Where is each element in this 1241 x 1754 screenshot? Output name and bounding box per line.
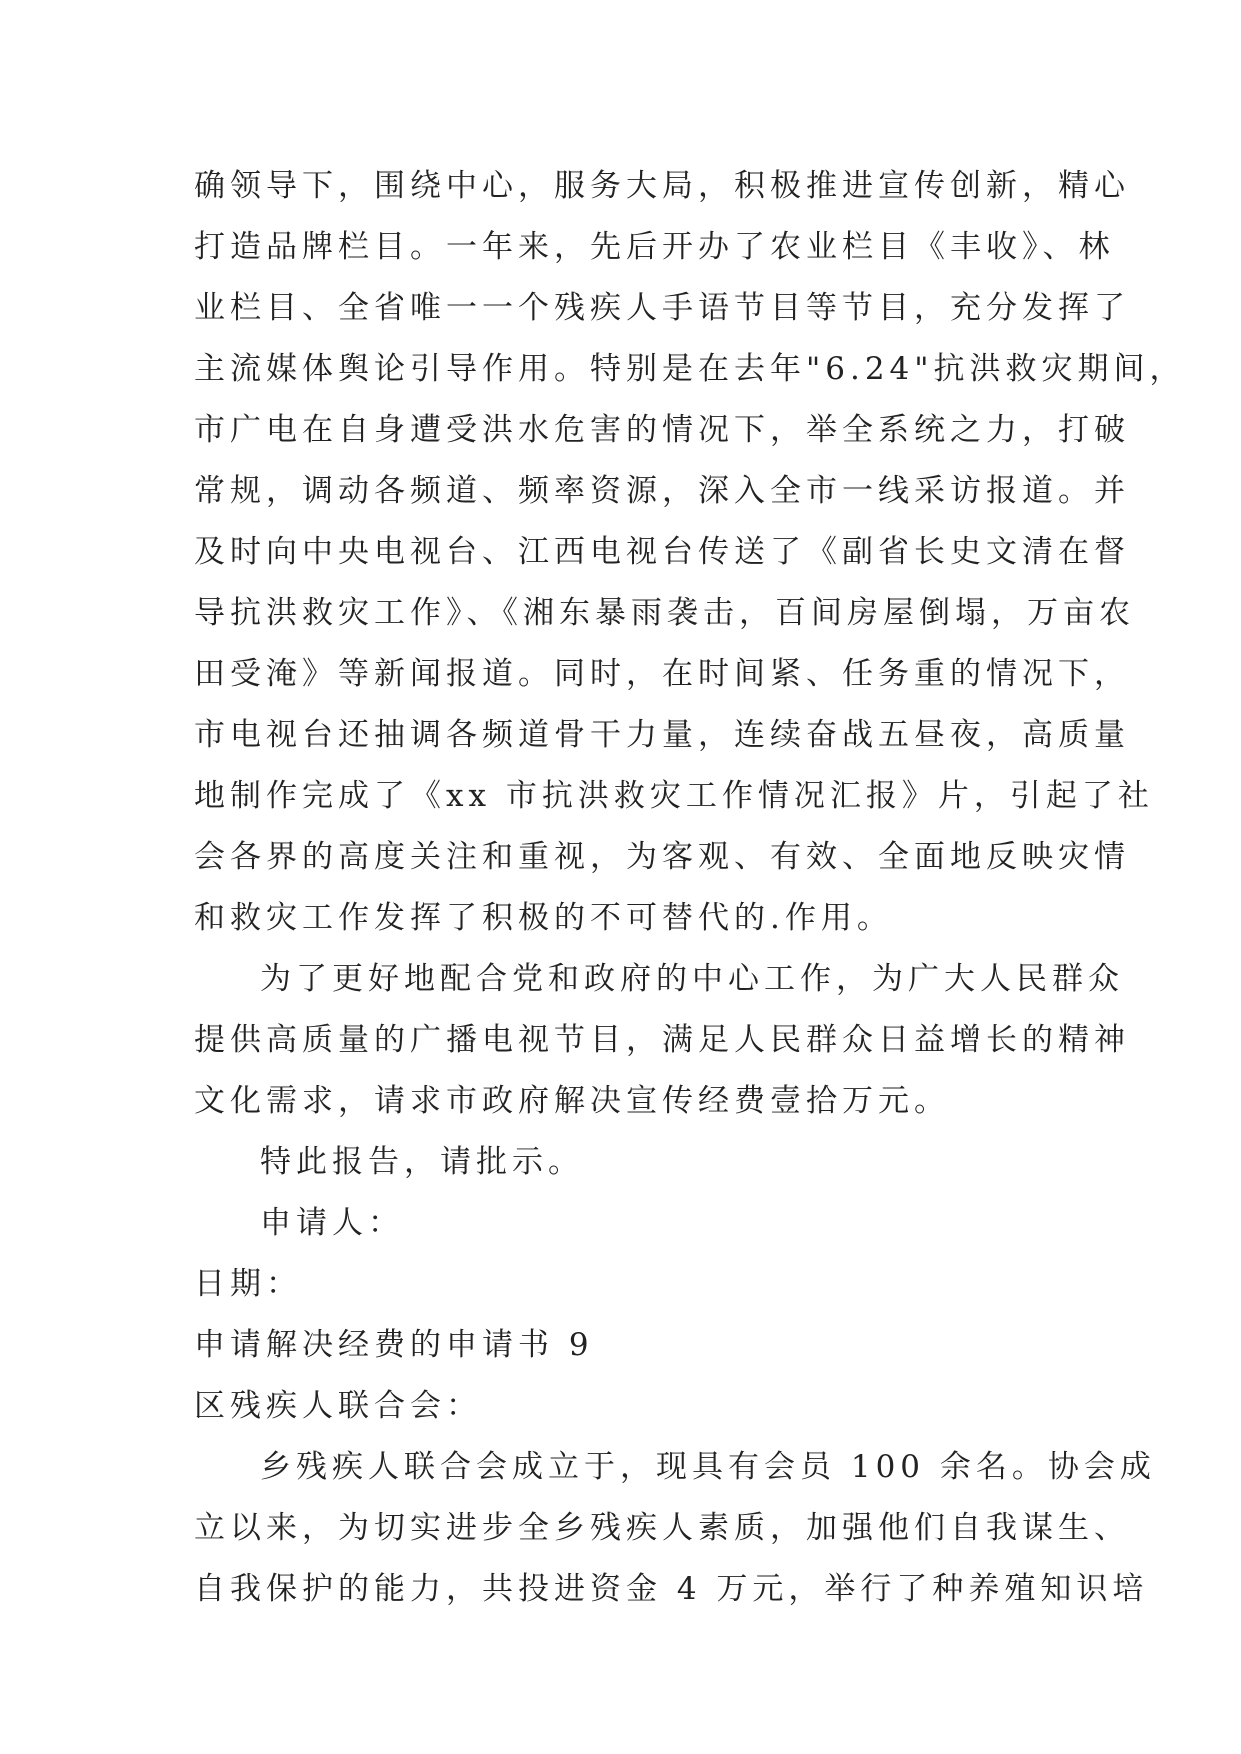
text-line: 打造品牌栏目。一年来，先后开办了农业栏目《丰收》、林: [194, 229, 1115, 265]
text-line: 主流媒体舆论引导作用。特别是在去年"6.24"抗洪救灾期间，: [194, 351, 1186, 387]
paragraph-start-line: 为了更好地配合党和政府的中心工作，为广大人民群众: [260, 961, 1124, 997]
section-title: 申请解决经费的申请书 9: [194, 1327, 594, 1363]
text-line: 文化需求，请求市政府解决宣传经费壹拾万元。: [194, 1083, 950, 1119]
date-label: 日期：: [194, 1266, 302, 1302]
text-line: 地制作完成了《xx 市抗洪救灾工作情况汇报》片，引起了社: [194, 778, 1154, 814]
text-line: 提供高质量的广播电视节目，满足人民群众日益增长的精神: [194, 1022, 1130, 1058]
document-body: [194, 156, 1186, 1620]
text-line: 确领导下，围绕中心，服务大局，积极推进宣传创新，精心: [194, 168, 1130, 204]
text-line: 及时向中央电视台、江西电视台传送了《副省长史文清在督: [194, 534, 1130, 570]
text-line: 导抗洪救灾工作》、《湘东暴雨袭击，百间房屋倒塌，万亩农: [194, 595, 1135, 631]
text-line: 业栏目、全省唯一一个残疾人手语节目等节目，充分发挥了: [194, 290, 1130, 326]
text-line: 自我保护的能力，共投进资金 4 万元，举行了种养殖知识培: [194, 1571, 1149, 1607]
text-line: 立以来，为切实进步全乡残疾人素质，加强他们自我谋生、: [194, 1510, 1130, 1546]
text-line: 市电视台还抽调各频道骨干力量，连续奋战五昼夜，高质量: [194, 717, 1130, 753]
text-line: 会各界的高度关注和重视，为客观、有效、全面地反映灾情: [194, 839, 1130, 875]
text-line: 市广电在自身遭受洪水危害的情况下，举全系统之力，打破: [194, 412, 1130, 448]
applicant-label: 申请人：: [260, 1205, 404, 1241]
text-line: 田受淹》等新闻报道。同时，在时间紧、任务重的情况下，: [194, 656, 1130, 692]
text-line: 常规，调动各频道、频率资源，深入全市一线采访报道。并: [194, 473, 1130, 509]
paragraph-start-line: 乡残疾人联合会成立于，现具有会员 100 余名。协会成: [260, 1449, 1156, 1485]
text-line: 和救灾工作发挥了积极的不可替代的.作用。: [194, 900, 893, 936]
addressee: 区残疾人联合会：: [194, 1388, 482, 1424]
closing-remark: 特此报告，请批示。: [260, 1144, 584, 1180]
